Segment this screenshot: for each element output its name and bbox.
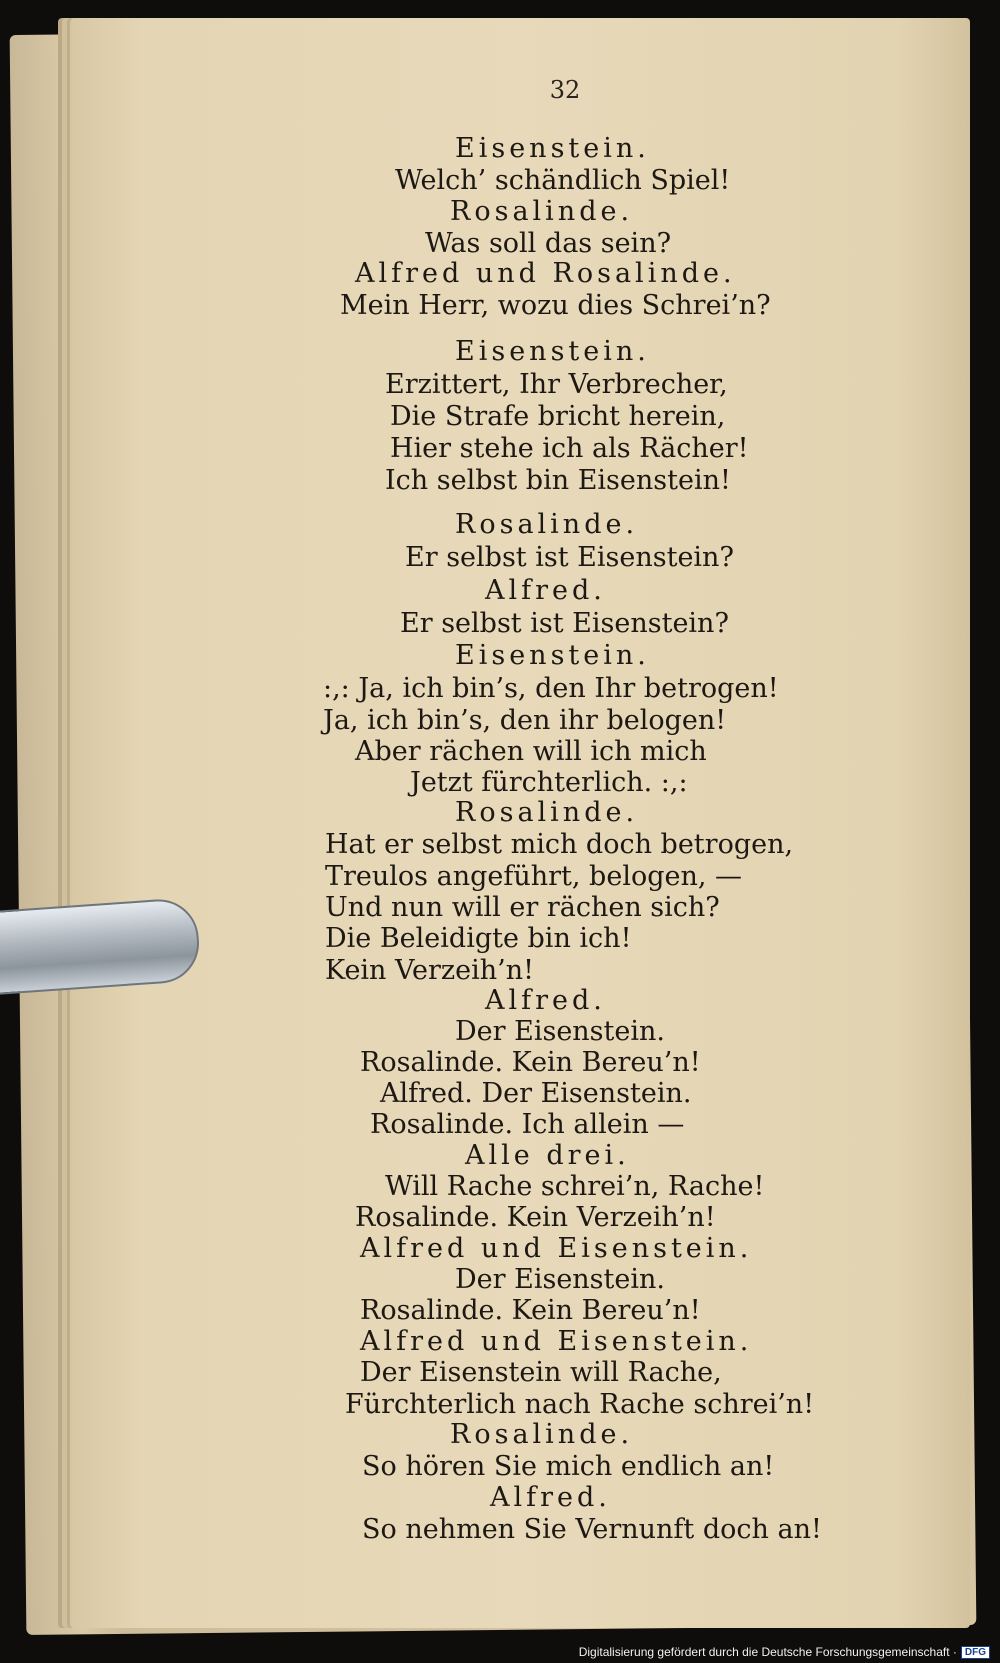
verse-line: Ich selbst bin Eisenstein! <box>385 465 731 496</box>
speaker-name: Alle drei. <box>465 1140 630 1171</box>
speaker-name: Eisenstein. <box>455 336 650 367</box>
verse-line: Jetzt fürchterlich. :,: <box>410 767 688 798</box>
verse-line: Der Eisenstein. <box>455 1016 665 1047</box>
verse-line: Rosalinde. Ich allein — <box>370 1109 685 1140</box>
speaker-name: Eisenstein. <box>455 640 650 671</box>
verse-line: Der Eisenstein will Rache, <box>360 1357 722 1388</box>
verse-line: Aber rächen will ich mich <box>355 736 707 767</box>
libretto-text <box>140 133 980 1553</box>
verse-line: Rosalinde. Kein Bereu’n! <box>360 1295 701 1326</box>
verse-line: So nehmen Sie Vernunft doch an! <box>362 1514 822 1545</box>
speaker-name: Eisenstein. <box>455 133 650 164</box>
verse-line: Welch’ schändlich Spiel! <box>395 165 731 196</box>
verse-line: Hat er selbst mich doch betrogen, <box>325 829 794 860</box>
verse-line: Mein Herr, wozu dies Schrei’n? <box>340 290 771 321</box>
speaker-name: Alfred und Eisenstein. <box>360 1233 753 1264</box>
speaker-name: Alfred und Eisenstein. <box>360 1326 753 1357</box>
dfg-logo-icon: DFG <box>961 1646 990 1659</box>
speaker-name: Alfred und Rosalinde. <box>355 258 736 289</box>
verse-line: Erzittert, Ihr Verbrecher, <box>385 369 728 400</box>
verse-line: Kein Verzeih’n! <box>325 955 534 986</box>
verse-line: Hier stehe ich als Rächer! <box>390 433 749 464</box>
speaker-name: Rosalinde. <box>455 797 639 828</box>
speaker-name: Rosalinde. <box>450 196 634 227</box>
verse-line: Fürchterlich nach Rache schrei’n! <box>345 1389 815 1420</box>
verse-line: So hören Sie mich endlich an! <box>362 1451 775 1482</box>
verse-line: Der Eisenstein. <box>455 1264 665 1295</box>
verse-line: Was soll das sein? <box>425 228 672 259</box>
verse-line: :,: Ja, ich bin’s, den Ihr betrogen! <box>323 673 779 704</box>
speaker-name: Rosalinde. <box>455 509 639 540</box>
verse-line: Will Rache schrei’n, Rache! <box>385 1171 765 1202</box>
verse-line: Treulos angeführt, belogen, — <box>325 861 743 892</box>
digitization-credit <box>579 1645 990 1659</box>
verse-line: Und nun will er rächen sich? <box>325 892 720 923</box>
verse-line: Er selbst ist Eisenstein? <box>400 608 729 639</box>
verse-line: Ja, ich bin’s, den ihr belogen! <box>323 705 727 736</box>
verse-line: Rosalinde. Kein Bereu’n! <box>360 1047 701 1078</box>
credit-text: Digitalisierung gefördert durch die Deutsche Forschungsgemeinschaft · <box>578 1645 957 1659</box>
verse-line: Alfred. Der Eisenstein. <box>380 1078 692 1109</box>
speaker-name: Rosalinde. <box>450 1419 634 1450</box>
speaker-name: Alfred. <box>485 985 606 1016</box>
verse-line: Die Beleidigte bin ich! <box>325 923 632 954</box>
page-number: 32 <box>549 76 581 104</box>
speaker-name: Alfred. <box>485 575 606 606</box>
verse-line: Rosalinde. Kein Verzeih’n! <box>355 1202 716 1233</box>
speaker-name: Alfred. <box>490 1482 611 1513</box>
verse-line: Die Strafe bricht herein, <box>390 401 726 432</box>
verse-line: Er selbst ist Eisenstein? <box>405 542 734 573</box>
